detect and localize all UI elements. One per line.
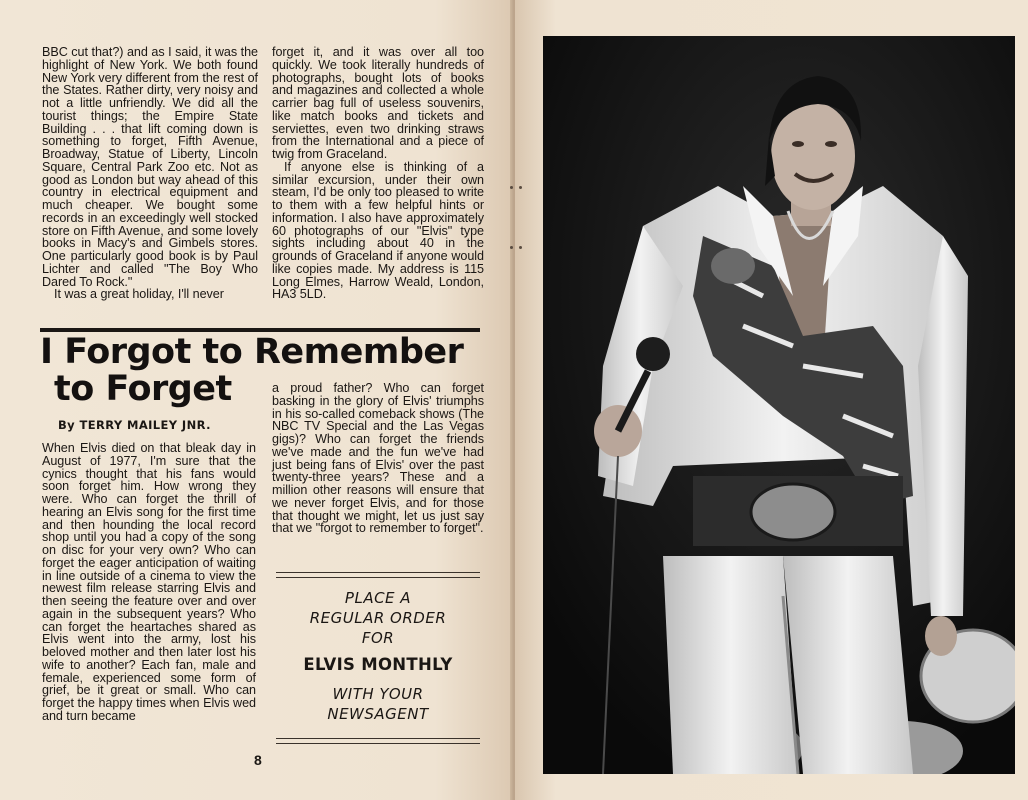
article-column-2 <box>272 46 484 301</box>
col4-paragraph: a proud father? Who can forget basking in the glory of Elvis' triumphs in his so-called comeback shows (The NBC TV Special and the Las Vegas gigs)? Who can forget the friends we've made and the fun we've had just being fans of Elvis' over the past twenty-three years? These and a million other reasons will ensure that we never forget Elvis, and for those that thought we might, let us just say that we "forgot to remember to forget". <box>272 381 484 536</box>
col2-paragraph-1: forget it, and it was over all too quickly. We took literally hundreds of photographs, bought lots of books and magazines and collected a whole carrier bag full of useless souvenirs, like match books and tickets and serviettes, even two drinking straws from the International and a piece of twig from Graceland. <box>272 45 484 161</box>
ad-line-1: PLACE A <box>344 589 412 607</box>
ad-line-4: WITH YOUR <box>332 685 424 703</box>
ad-top-rule <box>276 572 480 578</box>
ad-line-3: FOR <box>361 629 395 647</box>
staple-mark <box>510 186 513 189</box>
article-column-1 <box>42 46 258 301</box>
elvis-performer-photo-icon <box>543 36 1015 774</box>
advertisement-box <box>272 588 484 724</box>
staple-mark <box>519 246 522 249</box>
col2-paragraph-2: If anyone else is thinking of a similar excursion, under their own steam, I'd be only too pleased to write to them with a few helpful hints or information. I also have approximately 60 photographs of our "Elvis" type sights including about 40 in the grounds of Graceland if anyone would like copies made. My address is 115 Long Elmes, Harrow Weald, London, HA3 5LD. <box>272 159 484 302</box>
article-column-3 <box>42 442 256 723</box>
ad-line-5: NEWSAGENT <box>327 705 429 723</box>
col3-paragraph: When Elvis died on that bleak day in August of 1977, I'm sure that the cynics thought that his fans would soon forget him. How wrong they were. Who can forget the thrill of hearing an Elvis song for the first time and then hounding the local record shop until you had a copy of the song on disc for your very own? Who can forget the eager anticipation of waiting in line outside of a cinema to view the newest film release starring Elvis and then seeing the feature over and over again in the subsequent years? Who can forget the heartaches shared as Elvis went into the army, lost his beloved mother and then later lost his wife to another? Each fan, male and female, experienced some form of grief, be it great or small. Who can forget the happy times when Elvis wed and turn became <box>42 441 256 723</box>
ad-bottom-rule <box>276 738 480 744</box>
col1-paragraph-2: It was a great holiday, I'll never <box>54 287 224 302</box>
elvis-photo <box>543 36 1015 774</box>
ad-title: ELVIS MONTHLY <box>303 655 453 674</box>
byline: By TERRY MAILEY JNR. <box>58 418 211 432</box>
staple-mark <box>519 186 522 189</box>
ad-line-2: REGULAR ORDER <box>309 609 447 627</box>
col1-paragraph-1: BBC cut that?) and as I said, it was the highlight of New York. We both found New York very different from the rest of the States. Rather dirty, very noisy and not a little unfriendly. We did all the tourist things; the Empire State Building . . . that lift coming down is something to forget, Fifth Avenue, Broadway, Statue of Liberty, Lincoln Square, Central Park Zoo etc. Not as good as London but way ahead of this country in electrical equipment and much cheaper. We bought some records in an exceedingly well stocked store on Fifth Avenue, and some lovely books in Macy's and Gimbels stores. One particularly good book is by Paul Lichter and called "The Boy Who Dared To Rock." <box>42 45 258 289</box>
article-column-4 <box>272 382 484 535</box>
headline-line-1: I Forgot to Remember <box>40 332 464 372</box>
headline-line-2: to Forget <box>54 369 232 409</box>
page-number: 8 <box>254 752 262 768</box>
staple-mark <box>510 246 513 249</box>
